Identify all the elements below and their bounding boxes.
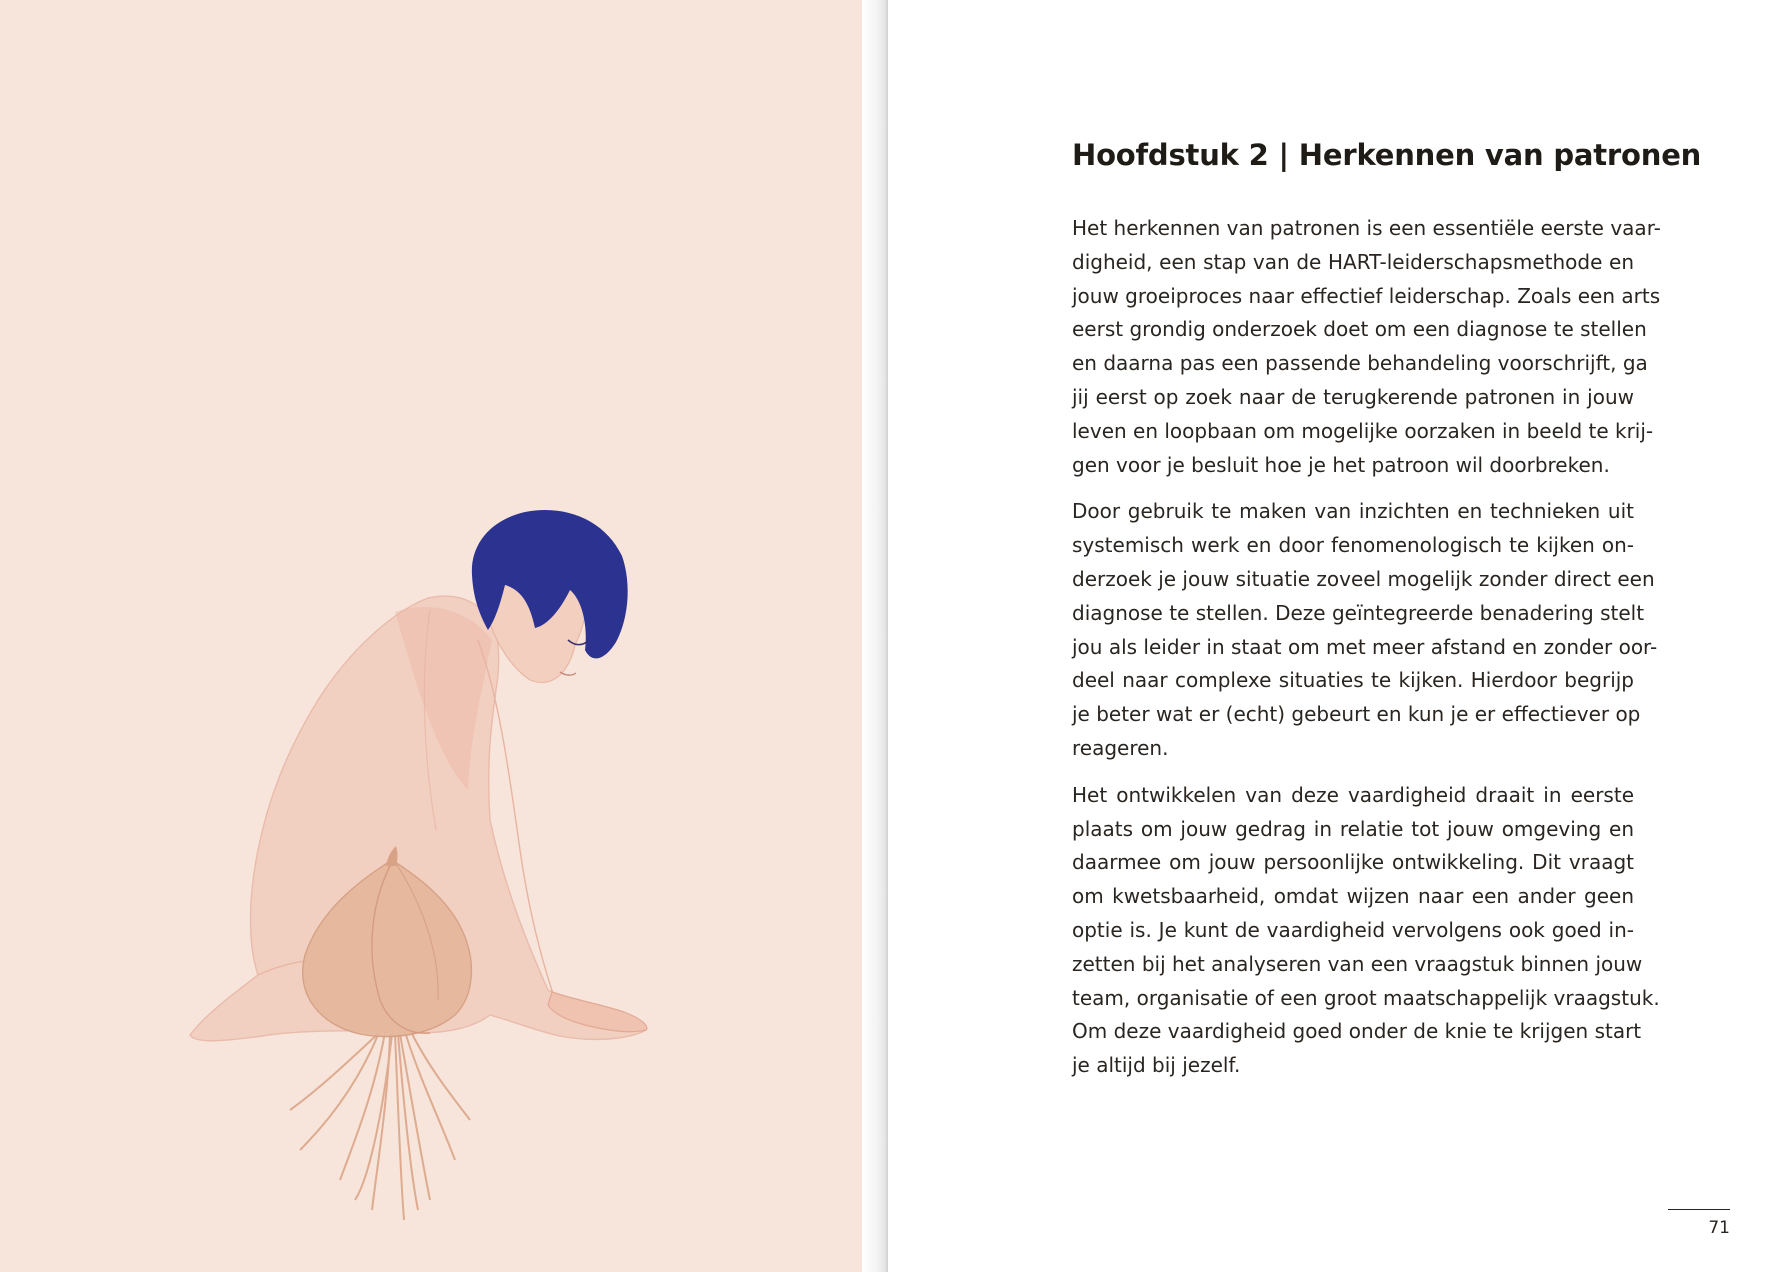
folio-rule: [1668, 1209, 1730, 1210]
text-line: en daarna pas een passende behandeling voorschrijft, ga: [1072, 351, 1648, 376]
text-line: Om deze vaardigheid goed onder de knie te krijgen start: [1072, 1019, 1642, 1044]
text-line: zetten bij het analyseren van een vraagstuk binnen jouw: [1072, 951, 1643, 976]
text-line: team, organisatie of een groot maatschappelijk vraagstuk.: [1072, 985, 1660, 1010]
text-line: derzoek je jouw situatie zoveel mogelijk zonder direct een: [1072, 566, 1655, 591]
text-line: je altijd bij jezelf.: [1072, 1053, 1241, 1078]
paragraph-1: [1072, 212, 1661, 482]
left-page: [0, 0, 862, 1272]
text-line: reageren.: [1072, 735, 1169, 760]
text-line: deel naar complexe situaties te kijken. Hierdoor begrijp: [1072, 668, 1634, 693]
text-line: Het herkennen van patronen is een essentiële eerste vaar-: [1072, 216, 1661, 240]
text-line: jouw groeiproces naar effectief leiderschap. Zoals een arts: [1072, 283, 1661, 308]
text-line: eerst grondig onderzoek doet om een diagnose te stellen: [1072, 317, 1647, 342]
text-line: digheid, een stap van de HART-leiderschapsmethode en: [1072, 249, 1634, 274]
paragraph-3: [1072, 779, 1660, 1083]
text-line: diagnose te stellen. Deze geïntegreerde benadering stelt: [1072, 600, 1645, 625]
chapter-title: Hoofdstuk 2 | Herkennen van patronen: [1072, 138, 1702, 172]
text-line: je beter wat er (echt) gebeurt en kun je er effectiever op: [1072, 702, 1641, 727]
text-line: jou als leider in staat om met meer afstand en zonder oor-: [1072, 634, 1658, 659]
text-line: om kwetsbaarheid, omdat wijzen naar een ander geen: [1072, 884, 1634, 909]
page-number: 71: [1708, 1218, 1730, 1238]
kneeling-figure-with-bulb-illustration: [0, 0, 862, 1272]
body-text: [1072, 212, 1661, 1096]
right-page: [888, 0, 1780, 1272]
text-line: gen voor je besluit hoe je het patroon wil doorbreken.: [1072, 452, 1610, 477]
spread-gutter: [862, 0, 888, 1272]
paragraph-2: [1072, 495, 1658, 765]
text-line: jij eerst op zoek naar de terugkerende patronen in jouw: [1072, 384, 1634, 409]
bulb-roots: [290, 1030, 470, 1220]
text-line: leven en loopbaan om mogelijke oorzaken in beeld te krij-: [1072, 418, 1654, 443]
text-line: daarmee om jouw persoonlijke ontwikkeling. Dit vraagt: [1072, 850, 1634, 875]
text-line: plaats om jouw gedrag in relatie tot jouw omgeving en: [1072, 816, 1634, 841]
text-line: optie is. Je kunt de vaardigheid vervolgens ook goed in-: [1072, 917, 1634, 942]
text-line: Door gebruik te maken van inzichten en technieken uit: [1072, 499, 1634, 524]
text-line: Het ontwikkelen van deze vaardigheid draait in eerste: [1072, 782, 1634, 807]
text-line: systemisch werk en door fenomenologisch te kijken on-: [1072, 533, 1634, 558]
